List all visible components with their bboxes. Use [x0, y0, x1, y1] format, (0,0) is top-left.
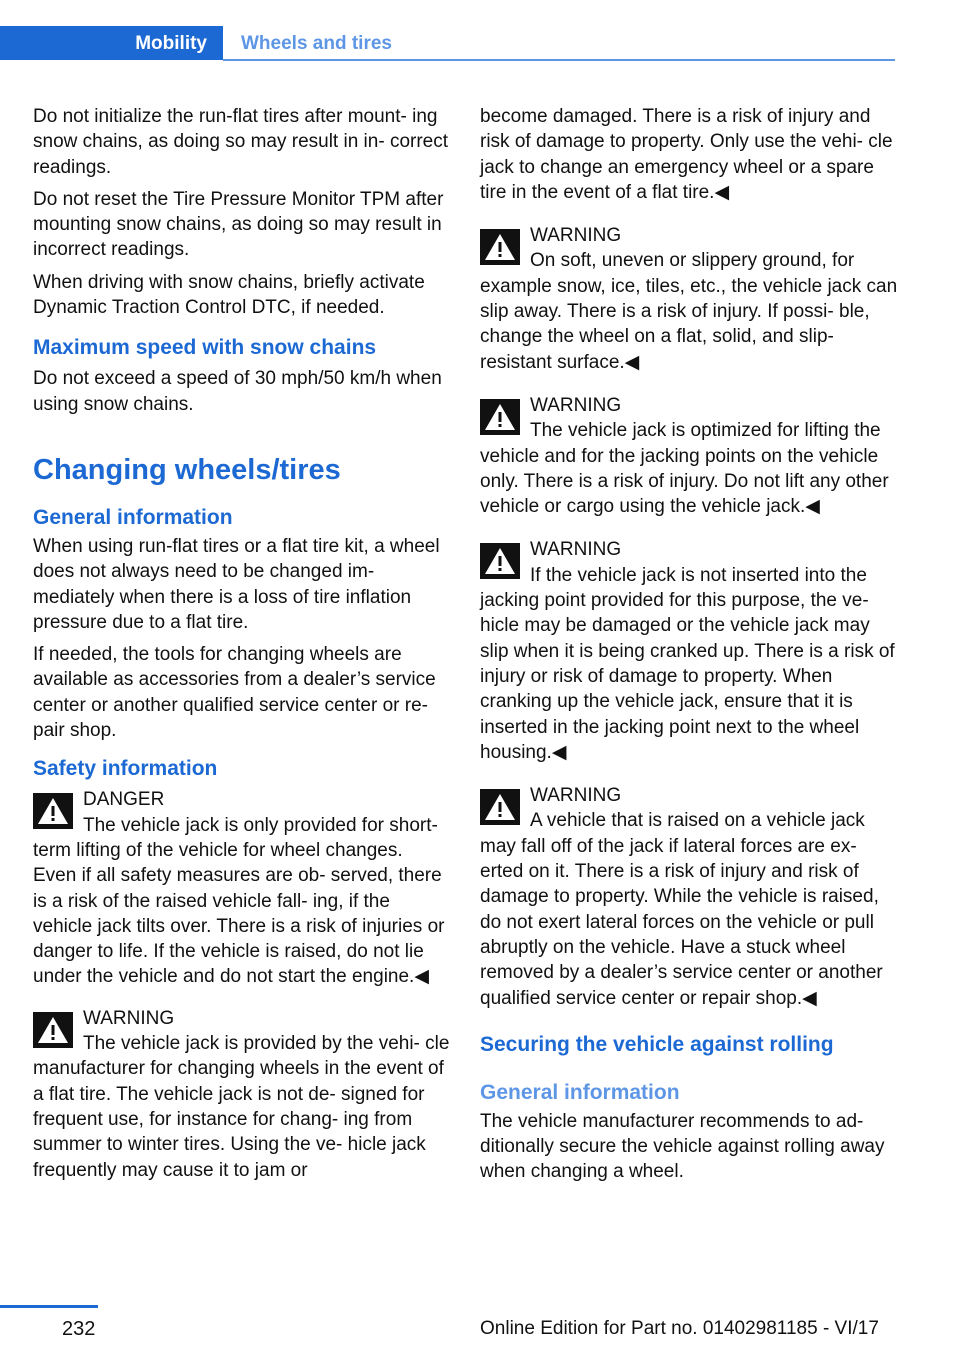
warning-text: The vehicle jack is provided by the vehi‐ cle manufacturer for changing wheels in the event of a flat tire. The vehicle jack is not de‐ signed for frequent use, for instance for chang‐ ing from summer to winter tires. Using the ve‐ hicle jack frequently may cause it to jam or [33, 1033, 450, 1181]
paragraph: become damaged. There is a risk of injury and risk of damage to property. Only use the vehi‐ cle jack to change an emergency wheel or a spare tire in the event of a flat tire.◀ [480, 106, 893, 203]
paragraph: Do not reset the Tire Pressure Monitor TPM after mounting snow chains, as doing so may result in incorrect readings. [33, 188, 444, 261]
danger-notice [33, 787, 451, 989]
heading-safety-information: Safety information [33, 757, 218, 781]
paragraph: If needed, the tools for changing wheels are available as accessories from a dealer’s service center or another qualified service center or re‐ pair shop. [33, 644, 436, 742]
warning-text: The vehicle jack is optimized for lifting the vehicle and for the jacking points on the vehicle only. There is a risk of injury. Do not lift any other vehicle or cargo using the vehicle jack.◀ [480, 420, 889, 518]
warning-notice [33, 1006, 451, 1183]
warning-notice [480, 393, 898, 519]
warning-notice [480, 783, 898, 1011]
warning-title: WARNING [530, 394, 622, 416]
warning-triangle-icon [480, 789, 520, 825]
warning-title: WARNING [530, 785, 622, 807]
page-header [0, 26, 895, 62]
warning-triangle-icon [480, 543, 520, 579]
header-tab-label: Mobility [135, 33, 207, 54]
header-divider [223, 59, 895, 61]
warning-triangle-icon [480, 399, 520, 435]
warning-notice [480, 537, 898, 765]
page-number: 232 [62, 1318, 96, 1340]
warning-title: WARNING [83, 1007, 175, 1029]
warning-text: A vehicle that is raised on a vehicle jack may fall off of the jack if lateral forces are ex‐ erted on it. There is a risk of injury and risk of damage to property. While the vehicle is raised, do not exert lateral forces on the vehicle or pull abruptly on the vehicle. Have a stuck wheel removed by a dealer’s service center or another qualified service center or repair shop.◀ [480, 810, 883, 1009]
footer-divider [0, 1305, 98, 1308]
left-column [33, 104, 451, 1183]
warning-text: If the vehicle jack is not inserted into the jacking point provided for this purpose, the ve‐ hicle may be damaged or the vehicle jack may slip when it is being cranked up. There is a risk of injury or risk of damage to property. When cranking up the vehicle jack, ensure that it is inserted in the jacking point next to the wheel housing.◀ [480, 564, 895, 763]
heading-general-information: General information [480, 1080, 680, 1104]
paragraph: When driving with snow chains, briefly activate Dynamic Traction Control DTC, if needed. [33, 271, 425, 319]
heading-changing-wheels: Changing wheels/tires [33, 453, 341, 486]
paragraph: When using run-flat tires or a flat tire kit, a wheel does not always need to be changed im‐ mediately when there is a loss of tire inflation pressure due to a flat tire. [33, 535, 440, 633]
warning-triangle-icon [33, 793, 73, 829]
heading-general-information: General information [33, 505, 233, 529]
edition-note: Online Edition for Part no. 01402981185 - VI/17 [480, 1318, 879, 1339]
warning-title: WARNING [530, 539, 622, 561]
warning-notice [480, 223, 898, 375]
heading-max-speed: Maximum speed with snow chains [33, 336, 377, 360]
danger-title: DANGER [83, 789, 165, 811]
paragraph: Do not initialize the run-flat tires after mount‐ ing snow chains, as doing so may result in in‐ correct readings. [33, 106, 449, 178]
header-section: Wheels and tires [241, 33, 392, 54]
warning-triangle-icon [480, 229, 520, 265]
warning-title: WARNING [530, 225, 622, 247]
warning-triangle-icon [33, 1012, 73, 1048]
heading-securing-vehicle: Securing the vehicle against rolling [480, 1032, 834, 1056]
paragraph: The vehicle manufacturer recommends to ad‐ ditionally secure the vehicle against rolling away when changing a wheel. [480, 1110, 885, 1183]
header-tab [0, 26, 223, 60]
warning-text: On soft, uneven or slippery ground, for example snow, ice, tiles, etc., the vehicle jack can slip away. There is a risk of injury. If possi‐ ble, change the wheel on a flat, solid, and slip- resistant surface.◀ [480, 250, 898, 373]
paragraph: Do not exceed a speed of 30 mph/50 km/h when using snow chains. [33, 368, 442, 415]
right-column [480, 104, 898, 1192]
danger-text: The vehicle jack is only provided for short-term lifting of the vehicle for wheel changes. Even if all safety measures are ob‐ served, there is a risk of the raised vehicle fall‐ ing, if the vehicle jack tilts over. There is a risk of injuries or danger to life. If the vehicle is raised, do not lie under the vehicle and do not start the engine.◀ [33, 814, 445, 988]
